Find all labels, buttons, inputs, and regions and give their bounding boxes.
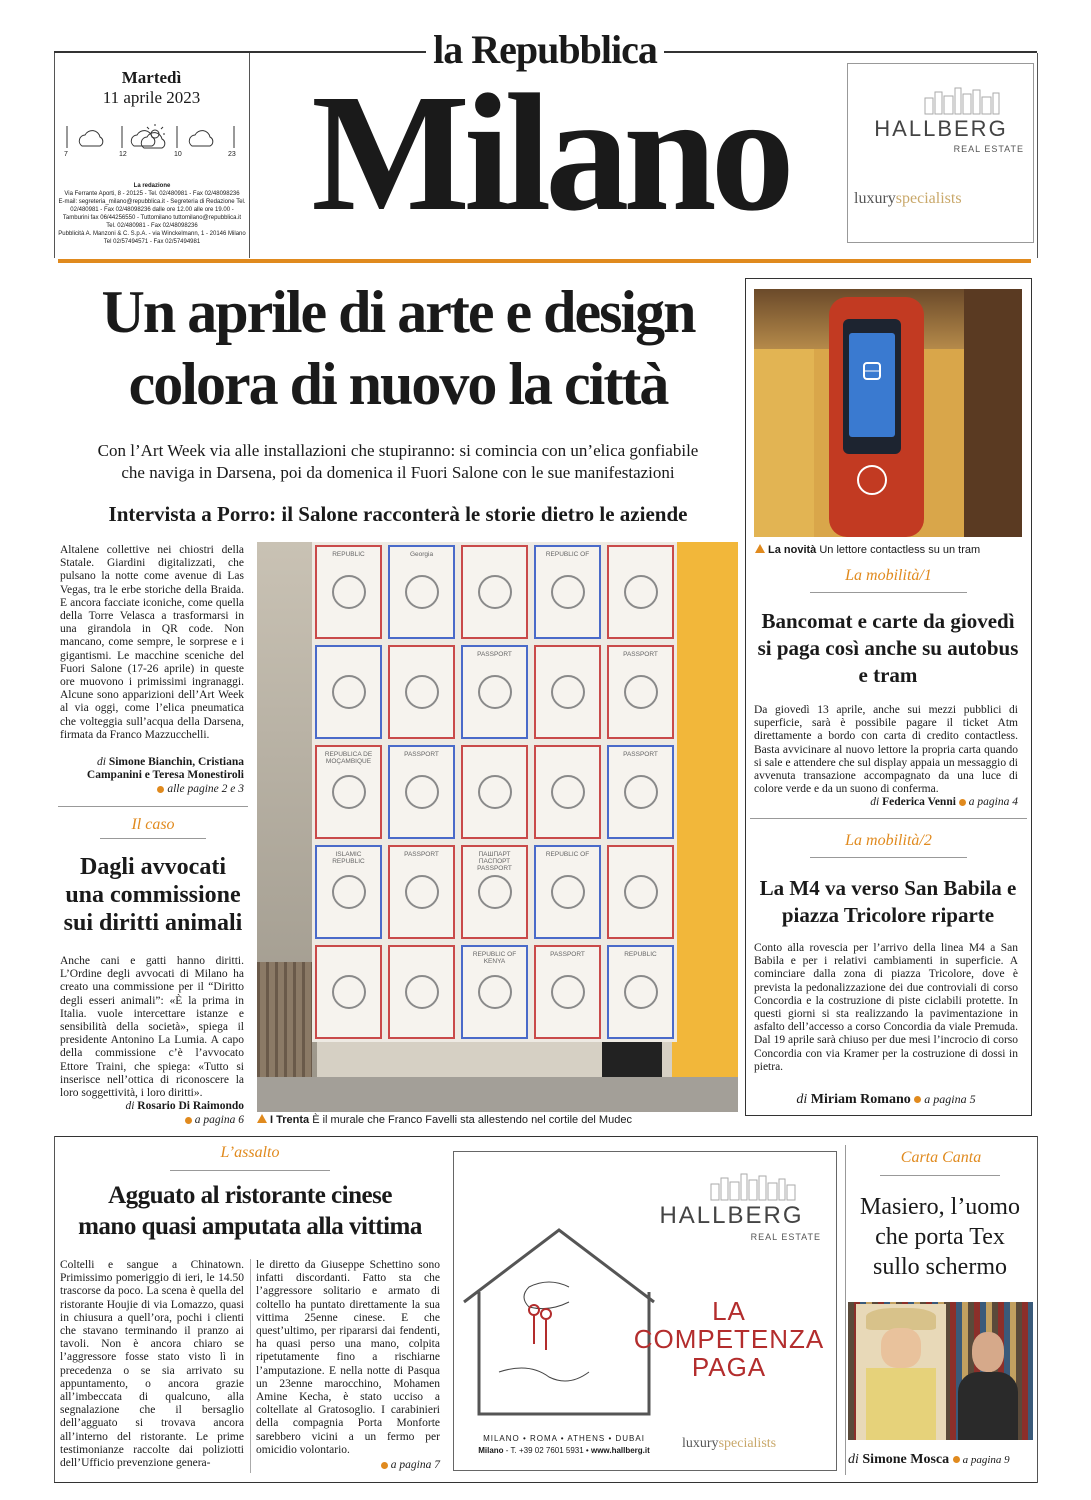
orange-divider: [58, 259, 1031, 263]
emblem-icon: [478, 575, 512, 609]
assalto-rule: [170, 1170, 330, 1171]
dot-icon: [914, 1096, 921, 1103]
passport-tile: [607, 645, 674, 739]
ad-slogan-2: COMPETENZA: [633, 1324, 825, 1354]
mobilita2-page: a pagina 5: [924, 1092, 976, 1106]
dot-icon: [381, 1462, 388, 1469]
ad-bottom-brand: HALLBERG: [659, 1202, 804, 1229]
mural-caption: [257, 1114, 738, 1126]
masthead-border-right: [1037, 53, 1038, 258]
date: 11 aprile 2023: [102, 88, 201, 107]
cloud-icon: [189, 131, 213, 146]
mobilita2-byline[interactable]: [754, 1092, 1018, 1108]
assalto-headline-line-1: Agguato al ristorante cinese: [108, 1182, 392, 1209]
mobilita2-headline: La M4 va verso San Babila e piazza Tricolore riparte: [759, 876, 1017, 927]
assalto-headline: [58, 1180, 442, 1242]
passport-tile: [534, 845, 601, 939]
ad-contact-city: Milano: [478, 1446, 504, 1455]
tex-cutout: [856, 1304, 946, 1440]
redazione-line: Tel 02/57494571 - Fax 02/57494981: [103, 239, 201, 245]
emblem-icon: [478, 675, 512, 709]
cloud-icon: [79, 131, 103, 146]
edition-title: Milano: [311, 60, 789, 246]
passport-tile-label: REPUBLIC OF KENYA: [472, 951, 517, 965]
contactless-reader: [829, 297, 924, 537]
passport-tile: [388, 745, 455, 839]
emblem-icon: [332, 975, 366, 1009]
mobilita2-body: Conto alla rovescia per l’arrivo della linea M4 a San Babila e per i relativi cambiamenti in superficie. A cominciare dalla zona di piazza Tricolore, dove è prevista la pedonalizzazione dei due controviali di corso Concordia e la costruzione di piste ciclabili protette. In questi giorni si sta realizzando la pavimentazione in asfalto dell’accesso a corso Concordia da viale Premuda. Dal 19 aprile sarà chiuso per due mesi l’incrocio di corso Concordia con via Kramer per la costruzione di dossi in pietra.: [754, 942, 1018, 1073]
temp-3: 10: [174, 151, 182, 158]
passport-tile-label: PASSPORT: [623, 751, 658, 758]
redazione-line: Tel. 02/480981 - Fax 02/48098236: [106, 223, 198, 229]
tram-window: [754, 349, 814, 537]
mobilita2-rule: [810, 857, 967, 858]
brand-logo: la Repubblica: [433, 27, 657, 72]
caso-page-text: a pagina 6: [194, 1114, 244, 1126]
assalto-col2: le diretto da Giuseppe Schettino sono infatti discordanti. Fatto sta che l’aggressore solitario e armato di coltello ha puntato direttamente la sua vittima 25enne cinese. E che quest’ultimo, per ripararsi dai fendenti, ha quasi perso una mano, colpita ripetutamente fino a rischiarne l’amputazione. E nella notte di Pasqua un 23enne marocchino, Mohamen Amine Kecha, è stato ucciso a coltellate al Gratosoglio. I carabinieri della compagnia Porta Monforte sarebbero vicini a un fermo per omicidio volontario.: [256, 1259, 440, 1456]
assalto-col1: Coltelli e sangue a Chinatown. Primissimo pomeriggio di ieri, le 14.50 trascorse da poco. La scena è quella del ristorante Houjie di via Lomazzo, quasi in chiusura a quell’ora, pochi i clienti che stavano terminando il pranzo ai tavoli. Non è ancora chiaro se l’aggressore fosse stato visto lì in precedenza o se sia arrivato su appuntamento, o ancora grazie all’imbeccata di qualcuno, alla segnalazione che il bersaglio dell’agguato si trovava ancora all’interno del ristorante. Le prime testimonianze raccolte dai poliziotti dell’Ufficio prevenzione genera-: [60, 1259, 244, 1470]
carta-divider: [845, 1145, 846, 1475]
tram-door: [964, 289, 1022, 537]
passport-tile-label: REPUBLIC OF: [545, 851, 590, 858]
ad-slogan-3: PAGA: [691, 1352, 767, 1382]
carta-headline: Masiero, l’uomo che porta Tex sullo schermo: [860, 1194, 1020, 1280]
mobilita1-headline: Bancomat e carte da giovedì si paga così anche su autobus e tram: [757, 609, 1019, 687]
ad-bottom-tagline: [682, 1436, 832, 1452]
mural-ground: [257, 1077, 738, 1112]
passport-tile-label: PASSPORT: [404, 751, 439, 758]
redazione-line: Via Ferrante Aporti, 8 - 20125 - Tel. 02/480981 - Fax 02/48098236: [64, 191, 240, 197]
passport-tile-label: REPÚBLICA DE MOÇAMBIQUE: [324, 751, 373, 765]
caso-byline-di: di: [125, 1100, 135, 1112]
weekday: Martedì: [121, 68, 182, 87]
emblem-icon: [405, 775, 439, 809]
passport-tile: [315, 845, 382, 939]
mobilita2-byline-di: di: [796, 1092, 808, 1107]
emblem-icon: [551, 675, 585, 709]
passport-tile-label: REPUBLIC: [332, 551, 365, 558]
ad-slogan-1: LA: [712, 1296, 746, 1326]
ad-top[interactable]: [847, 63, 1034, 243]
passport-tile: [534, 745, 601, 839]
passport-tile: [607, 845, 674, 939]
redazione-title: La redazione: [133, 183, 171, 189]
mobilita1-byline[interactable]: [754, 796, 1018, 808]
dot-icon: [185, 1117, 192, 1124]
skyline-icon: [709, 1172, 799, 1202]
passport-tile-label: PASSPORT: [477, 651, 512, 658]
mobilita1-body: Da giovedì 13 aprile, anche sui mezzi pubblici di superficie, sarà è possibile pagare il ticket Atm direttamente a bordo con carta di credito contactless. Basta avvicinare al nuovo lettore la propria carta quando si sale e attendere che sul display appaia un messaggio di avvenuta transazione accompagnato da una luce di colore verde e da un suono di conferma.: [754, 704, 1018, 796]
passport-tile: [461, 645, 528, 739]
redazione-line: Tamburini fax 06/44256550 - Tuttomilano tuttomilano@repubblica.it: [62, 215, 242, 221]
passport-tile: [534, 945, 601, 1039]
mobilita1-rule: [810, 592, 967, 593]
emblem-icon: [551, 975, 585, 1009]
ad-top-sub: REAL ESTATE: [953, 144, 1024, 154]
tram-caption-text: Un lettore contactless su un tram: [819, 544, 981, 556]
masthead-border-mid: [249, 53, 250, 258]
masthead-rule-left: [54, 51, 426, 53]
mobilita1-kicker: La mobilità/1: [845, 567, 932, 584]
emblem-icon: [478, 975, 512, 1009]
tram-caption-bold: La novità: [768, 544, 817, 556]
mobilita1-page: a pagina 4: [968, 796, 1018, 808]
ad-contact-web[interactable]: www.hallberg.it: [590, 1446, 650, 1455]
passport-tile: [534, 545, 601, 639]
tram-caption: [755, 544, 1025, 556]
lead-standfirst-line-2: che naviga in Darsena, poi da domenica il Fuori Salone con le sue manifestazioni: [121, 463, 675, 482]
redazione-line: 02/480981 - Fax 02/48098236 dalle ore 12.00 alle ore 19.00 -: [70, 207, 234, 213]
redazione-box: [56, 182, 248, 246]
masthead-rule-right: [664, 51, 1037, 53]
lead-pages-text: alle pagine 2 e 3: [167, 783, 244, 795]
ad-bottom-sub: REAL ESTATE: [750, 1232, 821, 1242]
caso-byline: [60, 1100, 244, 1112]
carta-rule: [880, 1175, 1000, 1176]
passport-tile-label: PASSPORT: [404, 851, 439, 858]
caso-rule: [100, 838, 206, 839]
dot-icon: [953, 1456, 960, 1463]
emblem-icon: [624, 675, 658, 709]
passport-tile: [607, 945, 674, 1039]
lead-body: Altalene collettive nei chiostri della Statale. Giardini digitalizzati, che pulsano la notte come avenue di Las Vegas, tra le erbe storiche della Braida. E ancora facciate iconiche, come quella della Torre Velasca a trasformarsi in una girandola in QR code. Non mancano, come sempre, le sorprese e i gigantismi. Le macchine sceniche del Fuori Salone (17-26 aprile) in queste ore muovono i primissimi ingranaggi. Alcune sono apparizioni dell’Art Week al via oggi, come l’elica pneumatica che volteggia sull’acqua della Darsena, firmata da Franco Mazzucchelli.: [60, 544, 244, 741]
passport-tile-label: REPUBLIC OF: [545, 551, 590, 558]
reader-screen: [843, 319, 901, 454]
passport-tile: [388, 845, 455, 939]
mobilita2-byline-name: Miriam Romano: [810, 1092, 911, 1107]
redazione-line: Pubblicità A. Manzoni & C. S.p.A. - via Winckelmann, 1 - 20146 Milano: [58, 231, 246, 237]
emblem-icon: [478, 875, 512, 909]
lead-subhead: Intervista a Porro: il Salone racconterà le storie dietro le aziende: [108, 502, 688, 526]
passport-tile-label: Georgia: [409, 551, 434, 558]
lead-headline-line-1: Un aprile di arte e design: [101, 279, 695, 345]
caso-body: Anche cani e gatti hanno diritti. L’Ordine degli avvocati di Milano ha creato una commissione per il “Diritto degli esseri animali”: «È la prima in Italia. vuole intercettare istanze e sensibilità della società», spiega il presidente Antonino La Lumia. A capo della commissione c’è l’avvocato Ettore Traini, che spiega: «Tutto si inserisce nell’ottica di riconoscere la loro soggettività, i loro diritti».: [60, 955, 244, 1100]
ad-bottom[interactable]: [453, 1151, 837, 1471]
passport-tile: [388, 545, 455, 639]
ad-contact-phone: - T. +39 02 7601 5931 •: [505, 1446, 589, 1455]
redazione-line: E-mail: segreteria_milano@repubblica.it - Segreteria di Redazione Tel.: [58, 199, 246, 205]
dot-icon: [157, 786, 164, 793]
carta-byline[interactable]: [848, 1452, 1034, 1468]
passport-tile-label: ПАШПАРТ ПАСПОРТ PASSPORT: [477, 851, 512, 872]
bottom-rule-end: [54, 1482, 1037, 1483]
mobilita2-kicker: La mobilità/2: [845, 832, 932, 849]
passport-tile: [607, 545, 674, 639]
mural-photo: [257, 542, 738, 1112]
carta-byline-name: Simone Mosca: [862, 1452, 950, 1467]
assalto-headline-line-2: mano quasi amputata alla vittima: [78, 1213, 422, 1240]
mobilita1-byline-di: di: [870, 796, 880, 808]
passport-tile: [461, 745, 528, 839]
emblem-icon: [332, 875, 366, 909]
tex-hat: [866, 1308, 936, 1330]
passport-tile: [315, 945, 382, 1039]
passport-tile: [461, 545, 528, 639]
emblem-icon: [551, 575, 585, 609]
weather-strip: [62, 124, 247, 164]
ad-cities: MILANO • ROMA • ATHENS • DUBAI: [483, 1434, 645, 1443]
caso-rule-top: [58, 806, 248, 807]
bus-icon: [861, 361, 883, 383]
emblem-icon: [405, 875, 439, 909]
passport-tile: [388, 945, 455, 1039]
lead-pages[interactable]: [60, 783, 244, 795]
passport-tile: [388, 645, 455, 739]
lead-byline: [60, 756, 244, 782]
bottom-rule: [54, 1136, 1037, 1137]
dot-icon: [959, 799, 966, 806]
skyline-icon: [923, 86, 1003, 116]
passport-tile-label: ISLAMIC REPUBLIC: [332, 851, 365, 865]
passport-tile: [315, 545, 382, 639]
lead-headline-line-2: colora di nuovo la città: [128, 351, 668, 417]
passport-tile: [607, 745, 674, 839]
triangle-icon: [257, 1114, 267, 1123]
passport-tile: [461, 945, 528, 1039]
contactless-icon: [857, 465, 887, 495]
emblem-icon: [624, 975, 658, 1009]
emblem-icon: [624, 875, 658, 909]
mural-caption-text: È il murale che Franco Favelli sta allestendo nel cortile del Mudec: [312, 1114, 632, 1126]
man-figure: [958, 1332, 1018, 1440]
ad-top-tagline: [854, 190, 1030, 208]
ad-bottom-slogan: [629, 1297, 829, 1381]
emblem-icon: [624, 575, 658, 609]
assalto-col-divider: [250, 1259, 251, 1473]
carta-page: a pagina 9: [962, 1454, 1010, 1466]
lead-standfirst: [58, 440, 738, 484]
emblem-icon: [405, 575, 439, 609]
mural-yellow-wall: [672, 542, 738, 1112]
ad-top-tagline-a: luxury: [854, 190, 896, 207]
reader-display: [849, 333, 895, 437]
sun-cloud-icon: [141, 124, 165, 148]
temp-4: 23: [228, 151, 236, 158]
caso-kicker: Il caso: [131, 816, 175, 833]
mural-caption-bold: I Trenta: [270, 1114, 310, 1126]
tex-shirt: [866, 1368, 936, 1440]
ad-bottom-tagline-a: luxury: [682, 1436, 719, 1451]
mobilita-divider: [750, 818, 1027, 819]
mural-grid: [312, 542, 677, 1042]
ad-bottom-tagline-b: specialists: [718, 1436, 777, 1451]
ad-top-tagline-b: specialists: [895, 190, 962, 207]
passport-tile-label: PASSPORT: [550, 951, 585, 958]
lead-byline-names: Simone Bianchin, Cristiana Campanini e Teresa Monestiroli: [86, 756, 244, 781]
temp-2: 12: [119, 151, 127, 158]
emblem-icon: [332, 775, 366, 809]
ad-contact: [464, 1446, 664, 1455]
caso-page[interactable]: [60, 1114, 244, 1126]
carta-byline-di: di: [848, 1452, 859, 1467]
assalto-page-text: a pagina 7: [390, 1459, 440, 1471]
triangle-icon: [755, 544, 765, 553]
caso-byline-name: Rosario Di Raimondo: [137, 1100, 244, 1112]
bottom-border-right: [1037, 1136, 1038, 1483]
weather-icons: [62, 124, 247, 164]
emblem-icon: [405, 975, 439, 1009]
emblem-icon: [332, 675, 366, 709]
man-head: [972, 1332, 1004, 1372]
man-body: [958, 1372, 1018, 1440]
tex-photo: [848, 1302, 1033, 1440]
lead-headline: [58, 276, 738, 420]
passport-tile: [534, 645, 601, 739]
passport-tile: [315, 645, 382, 739]
tex-face: [881, 1328, 921, 1368]
assalto-kicker: L’assalto: [220, 1144, 280, 1161]
ad-top-brand: HALLBERG: [874, 116, 1008, 141]
temp-1: 7: [64, 151, 68, 158]
emblem-icon: [551, 875, 585, 909]
emblem-icon: [551, 775, 585, 809]
mobilita1-byline-name: Federica Venni: [882, 796, 956, 808]
emblem-icon: [332, 575, 366, 609]
caso-headline: Dagli avvocati una commissione sui diritti animali: [63, 854, 243, 936]
passport-tile-label: REPUBLIC: [624, 951, 657, 958]
passport-tile: [461, 845, 528, 939]
emblem-icon: [405, 675, 439, 709]
passport-tile: [315, 745, 382, 839]
carta-kicker: Carta Canta: [900, 1149, 982, 1166]
lead-standfirst-line-1: Con l’Art Week via alle installazioni che stupiranno: si comincia con un’elica gonfiabile: [97, 441, 699, 460]
lead-byline-di: di: [97, 756, 106, 768]
assalto-page[interactable]: [256, 1459, 440, 1471]
emblem-icon: [624, 775, 658, 809]
bottom-border-left: [54, 1136, 55, 1483]
tram-photo: [754, 289, 1022, 537]
passport-tile-label: PASSPORT: [623, 651, 658, 658]
emblem-icon: [478, 775, 512, 809]
